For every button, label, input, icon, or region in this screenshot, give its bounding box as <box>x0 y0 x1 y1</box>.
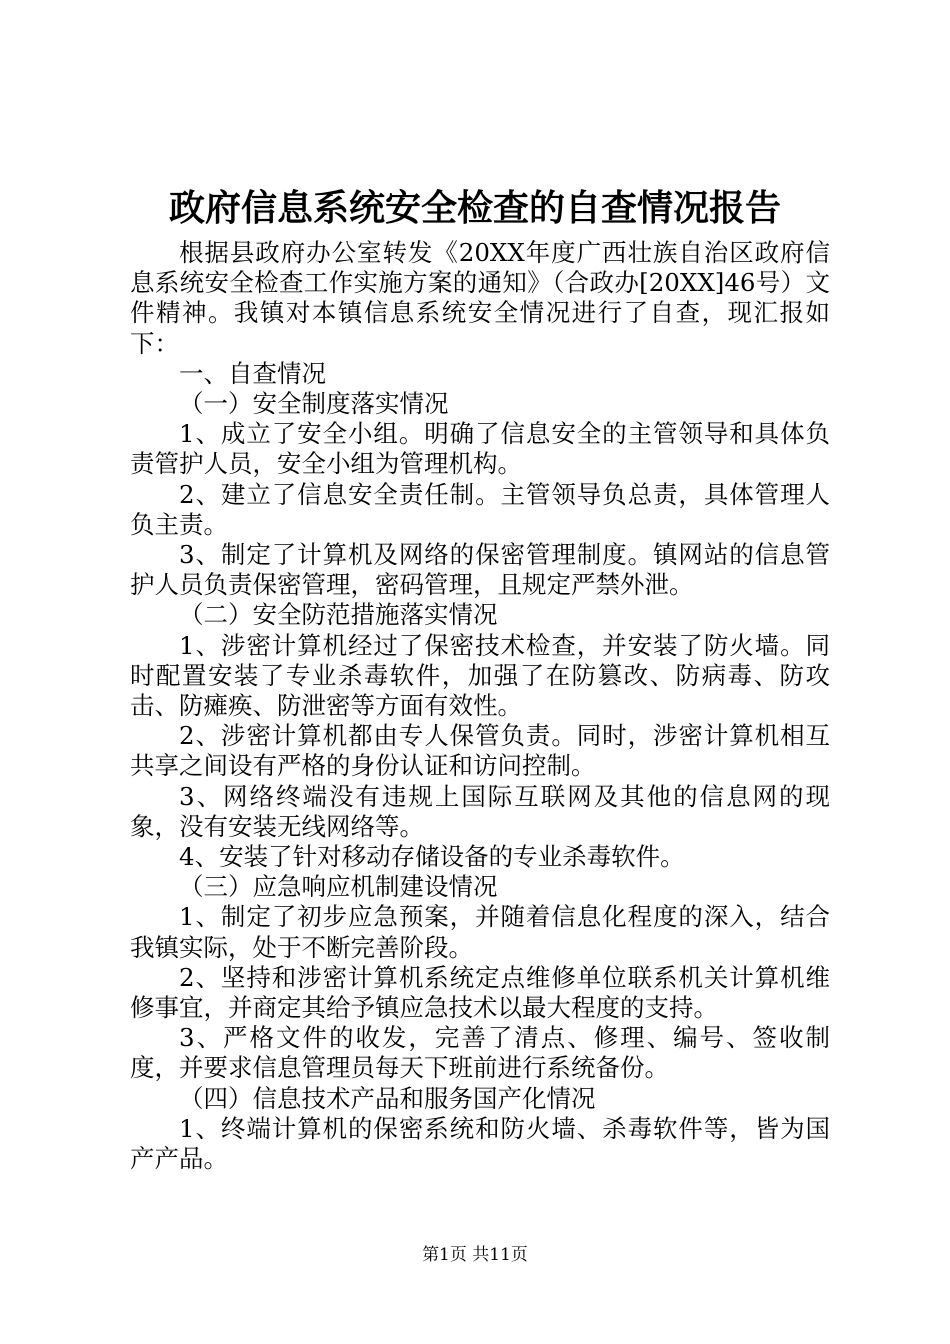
paragraph-item: 1、终端计算机的保密系统和防火墙、杀毒软件等，皆为国产产品。 <box>130 1113 830 1174</box>
subheading-1: （一）安全制度落实情况 <box>179 389 449 419</box>
subheading-2: （二）安全防范措施落实情况 <box>179 600 498 630</box>
paragraph-item: 2、建立了信息安全责任制。主管领导负总责，具体管理人负主责。 <box>130 479 830 539</box>
paragraph-item: 3、网络终端没有违规上国际互联网及其他的信息网的现象，没有安装无线网络等。 <box>130 781 830 841</box>
paragraph-item: 3、严格文件的收发，完善了清点、修理、编号、签收制度，并要求信息管理员每天下班前进行系统备份。 <box>130 1023 830 1083</box>
document-body <box>130 238 830 1174</box>
paragraph-item: 4、安装了针对移动存储设备的专业杀毒软件。 <box>179 842 685 872</box>
subheading-3: （三）应急响应机制建设情况 <box>179 872 498 902</box>
document-title: 政府信息系统安全检查的自查情况报告 <box>168 187 781 229</box>
paragraph-item: 3、制定了计算机及网络的保密管理制度。镇网站的信息管护人员负责保密管理，密码管理，且规定严禁外泄。 <box>130 540 830 600</box>
paragraph-item: 2、涉密计算机都由专人保管负责。同时，涉密计算机相互共享之间设有严格的身份认证和访问控制。 <box>130 721 830 781</box>
page-footer: 第1页 共11页 <box>422 1245 528 1265</box>
subheading-4: （四）信息技术产品和服务国产化情况 <box>179 1083 596 1113</box>
paragraph-item: 1、制定了初步应急预案，并随着信息化程度的深入，结合我镇实际，处于不断完善阶段。 <box>130 902 830 962</box>
paragraph-intro: 根据县政府办公室转发《20XX年度广西壮族自治区政府信息系统安全检查工作实施方案的通知》（合政办[20XX]46号）文件精神。我镇对本镇信息系统安全情况进行了自查，现汇报如下： <box>130 238 830 358</box>
heading-section-1: 一、自查情况 <box>179 358 326 388</box>
paragraph-item: 2、坚持和涉密计算机系统定点维修单位联系机关计算机维修事宜，并商定其给予镇应急技术以最大程度的支持。 <box>130 962 830 1023</box>
paragraph-item: 1、涉密计算机经过了保密技术检查，并安装了防火墙。同时配置安装了专业杀毒软件，加强了在防篡改、防病毒、防攻击、防瘫痪、防泄密等方面有效性。 <box>130 630 830 721</box>
paragraph-item: 1、成立了安全小组。明确了信息安全的主管领导和具体负责管护人员，安全小组为管理机构。 <box>130 419 830 479</box>
